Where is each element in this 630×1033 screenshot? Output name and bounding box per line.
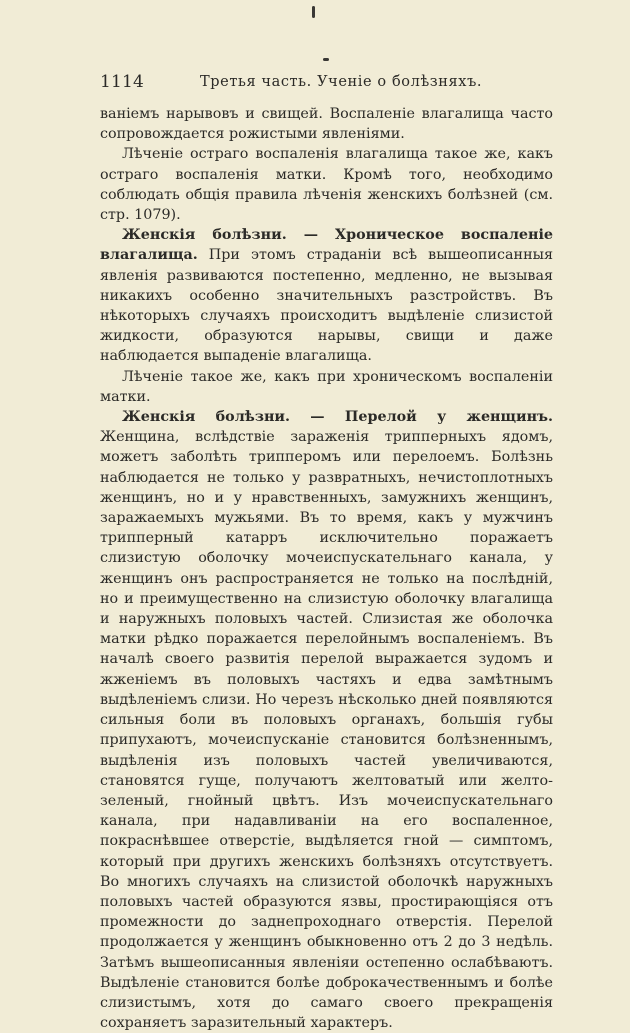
- body-text: [100, 104, 553, 1033]
- paragraph-text: Лѣченіе такое же, какъ при хроническомъ воспаленіи матки.: [100, 368, 553, 405]
- paragraph-text: ваніемъ нарывовъ и свищей. Воспаленіе влагалища часто сопровождается рожистыми явленіями.: [100, 106, 553, 143]
- paragraph-3: [100, 225, 553, 366]
- section-heading: Женскія болѣзни. — Хроническое воспаленіе влагалища.: [100, 227, 553, 264]
- paragraph-text: Лѣченіе остраго воспаленія влагалища такое же, какъ остраго воспаленія матки. Кромѣ того, необходимо соблюдать общія правила лѣченія женскихъ болѣзней (см. стр. 1079).: [100, 146, 553, 224]
- ink-speck: [323, 58, 329, 61]
- running-title: Третья часть. Ученіе о болѣзняхъ.: [200, 74, 483, 90]
- running-header: [100, 72, 555, 94]
- page-number: 1114: [100, 72, 145, 92]
- paragraph-text: При этомъ страданіи всѣ вышеописанныя явленія развиваются постепенно, медленно, не вызывая никакихъ особенно значительныхъ разстройствъ. Въ нѣкоторыхъ случаяхъ происходитъ выдѣленіе слизистой жидкости, образуются нарывы, свищи и даже наблюдается выпаденіе влагалища.: [100, 247, 553, 365]
- paragraph-text: Женщина, вслѣдствіе зараженія трипперныхъ ядомъ, можетъ заболѣть трипперомъ или перелоемъ. Болѣзнь наблюдается не только у развратныхъ, нечистоплотныхъ женщинъ, но и у нравственныхъ, замужнихъ женщинъ, заражаемыхъ мужьями. Въ то время, какъ у мужчинъ трипперный катарръ исключительно поражаетъ слизистую оболочку мочеиспускательнаго канала, у женщинъ онъ распространяется не только на послѣдній, но и преимущественно на слизистую оболочку влагалища и наружныхъ половыхъ частей. Слизистая же оболочка матки рѣдко поражается перелойнымъ воспаленіемъ. Въ началѣ своего развитія перелой выражается зудомъ и жженіемъ въ половыхъ частяхъ и едва замѣтнымъ выдѣленіемъ слизи. Но черезъ нѣсколько дней появляются сильныя боли въ половыхъ органахъ, большія губы припухаютъ, мочеиспусканіе становится болѣзненнымъ, выдѣленія изъ половыхъ частей увеличиваются, становятся гуще, получаютъ желтоватый или желто-зеленый, гнойный цвѣтъ. Изъ мочеиспускательнаго канала, при надавливаніи на его воспаленное, покраснѣвшее отверстіе, выдѣляется гной — симптомъ, который при другихъ женскихъ болѣзняхъ отсутствуетъ. Во многихъ случаяхъ на слизистой оболочкѣ наружныхъ половыхъ частей образуются язвы, простирающіяся отъ промежности до заднепроходнаго отверстія. Перелой продолжается у женщинъ обыкновенно отъ 2 до 3 недѣль. Затѣмъ вышеописанныя явленіяи остепенно ослабѣваютъ. Выдѣленіе становится болѣе доброкачественнымъ и болѣе слизистымъ, хотя до самаго своего прекращенія сохраняетъ заразительный характеръ.: [100, 429, 553, 1032]
- paragraph-1: [100, 104, 553, 144]
- ink-mark: [312, 6, 315, 18]
- paragraph-4: [100, 367, 553, 407]
- paragraph-5: [100, 407, 553, 1033]
- section-heading: Женскія болѣзни. — Перелой у женщинъ.: [122, 409, 553, 426]
- paragraph-2: [100, 144, 553, 225]
